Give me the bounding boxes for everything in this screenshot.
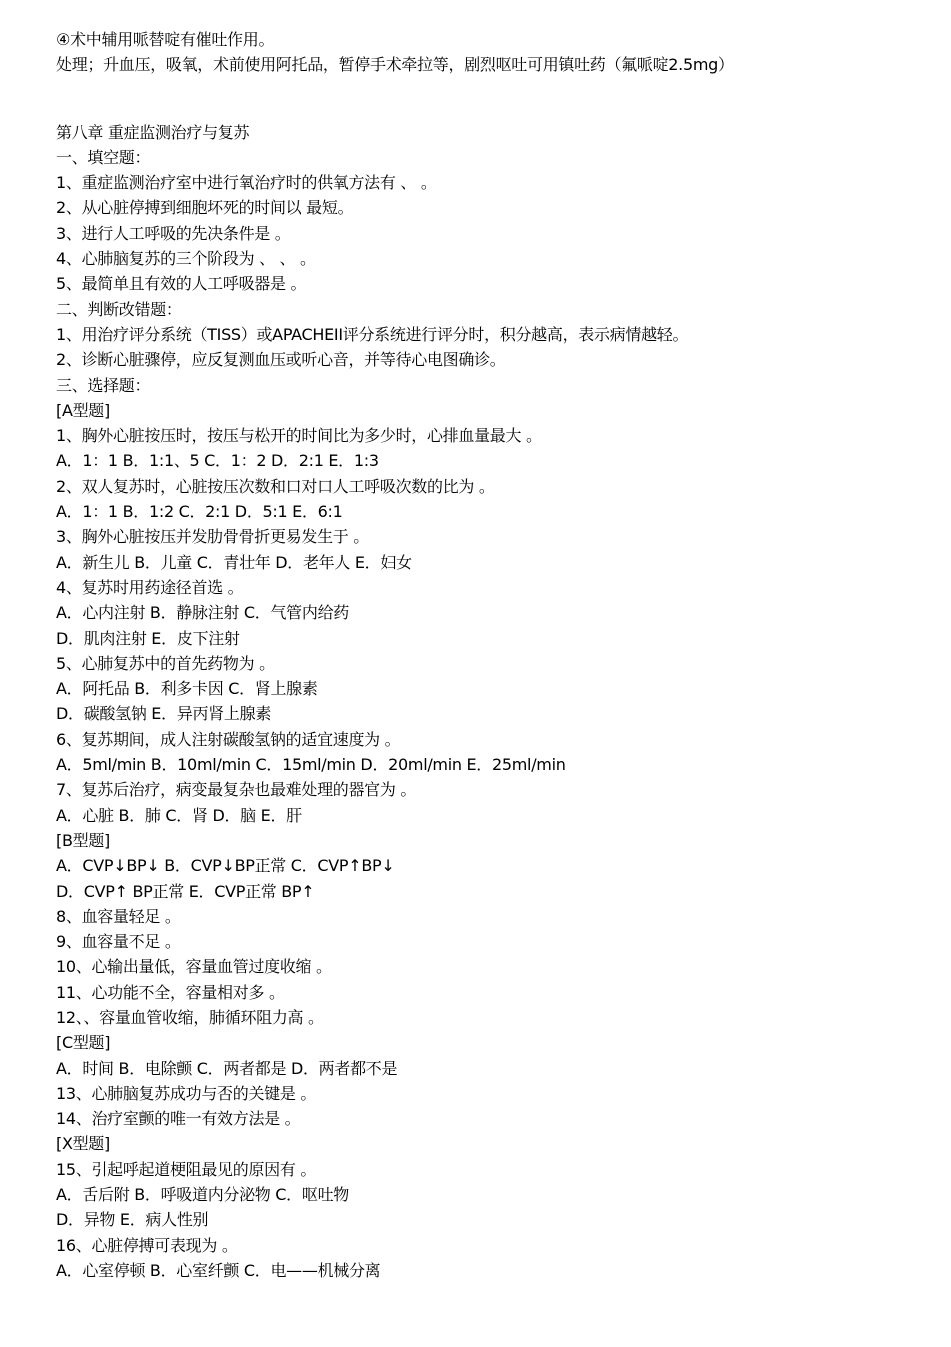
chapter-text-line: 三、选择题： — [56, 375, 151, 395]
chapter-text-line: 11、心功能不全，容量相对多 。 — [56, 982, 285, 1002]
chapter-text-line: [B型题] — [56, 830, 110, 850]
chapter-text-line: 第八章 重症监测治疗与复苏 — [56, 122, 250, 142]
chapter-text-line: 3、进行人工呼吸的先决条件是 。 — [56, 223, 291, 243]
document-page — [56, 27, 936, 1283]
chapter-text-line: A．舌后附 B．呼吸道内分泌物 C．呕吐物 — [56, 1185, 349, 1205]
chapter-text-line: 12、、容量血管收缩，肺循环阻力高 。 — [56, 1007, 324, 1027]
chapter-text-line: A．心室停顿 B．心室纤颤 C．电——机械分离 — [56, 1260, 381, 1280]
chapter-text-line: A．阿托品 B．利多卡因 C．肾上腺素 — [56, 679, 318, 699]
chapter-text-line: 1、胸外心脏按压时，按压与松开的时间比为多少时，心排血量最大 。 — [56, 426, 542, 446]
chapter-text-line: A．1：1 B．1:2 C．2:1 D．5:1 E．6:1 — [56, 502, 343, 522]
chapter-text-line: 4、复苏时用药途径首选 。 — [56, 577, 244, 597]
chapter-text-line: D．异物 E．病人性别 — [56, 1210, 209, 1230]
chapter-text-line: 1、重症监测治疗室中进行氧治疗时的供氧方法有 、 。 — [56, 173, 437, 193]
chapter-text-line: D．肌肉注射 E．皮下注射 — [56, 628, 240, 648]
chapter-text-line: A．1：1 B．1:1、5 C．1：2 D．2:1 E．1:3 — [56, 451, 379, 471]
chapter-text-line: 一、填空题： — [56, 147, 151, 167]
chapter-text-line: 6、复苏期间，成人注射碳酸氢钠的适宜速度为 。 — [56, 729, 401, 749]
chapter-text-line: A．5ml/min B．10ml/min C．15ml/min D．20ml/min E．25ml/min — [56, 755, 566, 775]
chapter-text-line: A．心内注射 B．静脉注射 C．气管内给药 — [56, 603, 349, 623]
chapter-text-line: A．心脏 B．肺 C．肾 D．脑 E．肝 — [56, 805, 302, 825]
section-gap — [56, 78, 936, 120]
intro-section — [56, 27, 936, 78]
intro-text-line: ④术中辅用哌替啶有催吐作用。 — [56, 30, 275, 49]
chapter-section — [56, 120, 936, 1284]
chapter-text-line: D．碳酸氢钠 E．异丙肾上腺素 — [56, 704, 272, 724]
chapter-text-line: 8、血容量轻足 。 — [56, 906, 181, 926]
chapter-text-line: D．CVP↑ BP正常 E．CVP正常 BP↑ — [56, 881, 315, 901]
chapter-text-line: 二、判断改错题： — [56, 299, 182, 319]
chapter-text-line: A．新生儿 B．儿童 C．青壮年 D．老年人 E．妇女 — [56, 552, 412, 572]
intro-text-line: 处理；升血压，吸氧，术前使用阿托品，暂停手术牵拉等，剧烈呕吐可用镇吐药（氟哌啶2.5mg） — [56, 55, 734, 75]
chapter-text-line: 13、心肺脑复苏成功与否的关键是 。 — [56, 1083, 317, 1103]
chapter-text-line: [X型题] — [56, 1134, 110, 1154]
chapter-text-line: [C型题] — [56, 1033, 111, 1053]
chapter-text-line: 2、双人复苏时，心脏按压次数和口对口人工呼吸次数的比为 。 — [56, 476, 495, 496]
chapter-text-line: 2、诊断心脏骤停，应反复测血压或听心音，并等待心电图确诊。 — [56, 350, 506, 370]
chapter-text-line: 14、治疗室颤的唯一有效方法是 。 — [56, 1109, 301, 1129]
chapter-text-line: 4、心肺脑复苏的三个阶段为 、 、 。 — [56, 249, 316, 269]
chapter-text-line: 9、血容量不足 。 — [56, 932, 181, 952]
chapter-text-line: 7、复苏后治疗，病变最复杂也最难处理的器官为 。 — [56, 780, 417, 800]
chapter-text-line: A．时间 B．电除颤 C．两者都是 D．两者都不是 — [56, 1058, 398, 1078]
chapter-text-line: A．CVP↓BP↓ B．CVP↓BP正常 C．CVP↑BP↓ — [56, 856, 395, 876]
chapter-text-line: 1、用治疗评分系统（TISS）或APACHEII评分系统进行评分时，积分越高，表示病情越轻。 — [56, 324, 689, 344]
chapter-text-line: 2、从心脏停搏到细胞坏死的时间以 最短。 — [56, 198, 354, 218]
chapter-text-line: 5、心肺复苏中的首先药物为 。 — [56, 653, 275, 673]
chapter-text-line: 16、心脏停搏可表现为 。 — [56, 1235, 238, 1255]
chapter-text-line: 10、心输出量低，容量血管过度收缩 。 — [56, 957, 332, 977]
chapter-text-line: 3、胸外心脏按压并发肋骨骨折更易发生于 。 — [56, 527, 369, 547]
chapter-text-line: 15、引起呼起道梗阻最见的原因有 。 — [56, 1159, 317, 1179]
chapter-text-line: 5、最简单且有效的人工呼吸器是 。 — [56, 274, 307, 294]
chapter-text-line: [A型题] — [56, 400, 110, 420]
